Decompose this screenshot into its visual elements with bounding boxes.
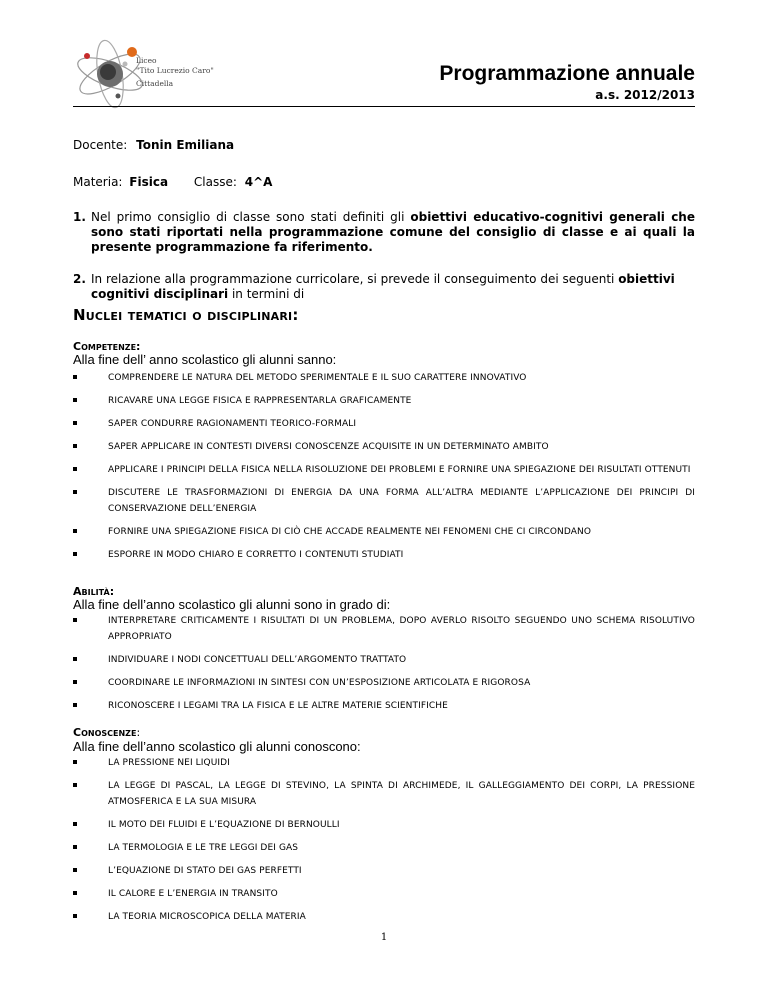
point-2-text: [91, 272, 695, 302]
conoscenze-list: [73, 755, 695, 932]
page-number: 1: [380, 932, 388, 943]
list-item: APPLICARE I PRINCIPI DELLA FISICA NELLA RISOLUZIONE DEI PROBLEMI E FORNIRE UNA SPIEGAZIONE DEI RISULTATI OTTENUTI: [73, 462, 695, 478]
materia-line: [73, 175, 272, 189]
list-item: COORDINARE LE INFORMAZIONI IN SINTESI CON UN’ESPOSIZIONE ARTICOLATA E RIGOROSA: [73, 675, 695, 691]
point-1-text: [91, 210, 695, 255]
classe-label: Classe:: [193, 175, 237, 189]
bullet-icon: [73, 783, 77, 787]
nuclei-title: Nuclei tematici o disciplinari:: [73, 306, 299, 324]
school-year: a.s. 2012/2013: [595, 88, 695, 102]
bullet-icon: [73, 845, 77, 849]
list-item: LA PRESSIONE NEI LIQUIDI: [73, 755, 695, 771]
point-1-number: 1.: [73, 210, 86, 224]
list-item: COMPRENDERE LE NATURA DEL METODO SPERIMENTALE E IL SUO CARATTERE INNOVATIVO: [73, 370, 695, 386]
bullet-icon: [73, 467, 77, 471]
bullet-icon: [73, 657, 77, 661]
logo-line-name: "Tito Lucrezio Caro": [136, 66, 214, 75]
bullet-icon: [73, 529, 77, 533]
point-1: [73, 210, 695, 255]
list-item: L’EQUAZIONE DI STATO DEI GAS PERFETTI: [73, 863, 695, 879]
point-2-pre: In relazione alla programmazione curricolare, si prevede il conseguimento dei seguenti: [91, 272, 619, 286]
point-2-bold: obiettivi cognitivi disciplinari: [91, 272, 675, 301]
list-item: SAPER CONDURRE RAGIONAMENTI TEORICO-FORMALI: [73, 416, 695, 432]
list-item: LA LEGGE DI PASCAL, LA LEGGE DI STEVINO, LA SPINTA DI ARCHIMEDE, IL GALLEGGIAMENTO DEI CORPI, LA PRESSIONE ATMOSFERICA E LA SUA MISURA: [73, 778, 695, 810]
bullet-icon: [73, 398, 77, 402]
list-item: RICAVARE UNA LEGGE FISICA E RAPPRESENTARLA GRAFICAMENTE: [73, 393, 695, 409]
competenze-list: [73, 370, 695, 570]
docente-line: [73, 138, 234, 152]
competenze-title: Competenze:: [73, 340, 141, 353]
competenze-lead: Alla fine dell’ anno scolastico gli alunni sanno:: [73, 352, 337, 367]
bullet-icon: [73, 421, 77, 425]
bullet-icon: [73, 891, 77, 895]
materia-label: Materia:: [73, 175, 123, 189]
list-item: INTERPRETARE CRITICAMENTE I RISULTATI DI UN PROBLEMA, DOPO AVERLO RISOLTO SEGUENDO UNO SCHEMA RISOLUTIVO APPROPRIATO: [73, 613, 695, 645]
abilita-title: Abilità:: [73, 585, 115, 598]
list-item: SAPER APPLICARE IN CONTESTI DIVERSI CONOSCENZE ACQUISITE IN UN DETERMINATO AMBITO: [73, 439, 695, 455]
point-1-bold: obiettivi educativo-cognitivi generali che sono stati riportati nella programmazione comune del consiglio di classe e ai quali la presente programmazione fa riferimento.: [91, 210, 695, 254]
bullet-icon: [73, 868, 77, 872]
bullet-icon: [73, 914, 77, 918]
bullet-icon: [73, 760, 77, 764]
list-item: IL MOTO DEI FLUIDI E L’EQUAZIONE DI BERNOULLI: [73, 817, 695, 833]
bullet-icon: [73, 703, 77, 707]
abilita-lead: Alla fine dell’anno scolastico gli alunni sono in grado di:: [73, 597, 391, 612]
bullet-icon: [73, 552, 77, 556]
bullet-icon: [73, 822, 77, 826]
list-item: INDIVIDUARE I NODI CONCETTUALI DELL’ARGOMENTO TRATTATO: [73, 652, 695, 668]
bullet-icon: [73, 490, 77, 494]
document-title: Programmazione annuale: [439, 62, 695, 85]
logo-line-liceo: Liceo: [136, 56, 157, 65]
materia-value: Fisica: [129, 175, 169, 189]
logo-line-city: Cittadella: [136, 79, 174, 88]
docente-value: Tonin Emiliana: [136, 138, 235, 152]
point-1-pre: Nel primo consiglio di classe sono stati definiti gli: [91, 210, 411, 224]
abilita-list: [73, 613, 695, 721]
classe-value: 4^A: [244, 175, 273, 189]
bullet-icon: [73, 375, 77, 379]
bullet-icon: [73, 680, 77, 684]
list-item: IL CALORE E L’ENERGIA IN TRANSITO: [73, 886, 695, 902]
list-item: RICONOSCERE I LEGAMI TRA LA FISICA E LE ALTRE MATERIE SCIENTIFICHE: [73, 698, 695, 714]
list-item: ESPORRE IN MODO CHIARO E CORRETTO I CONTENUTI STUDIATI: [73, 547, 695, 563]
docente-label: Docente:: [73, 138, 128, 152]
list-item: DISCUTERE LE TRASFORMAZIONI DI ENERGIA DA UNA FORMA ALL’ALTRA MEDIANTE L’APPLICAZIONE DEI PRINCIPI DI CONSERVAZIONE DELL’ENERGIA: [73, 485, 695, 517]
point-2-post: in termini di: [228, 287, 305, 301]
list-item: LA TEORIA MICROSCOPICA DELLA MATERIA: [73, 909, 695, 925]
header-divider: [73, 106, 695, 107]
list-item: FORNIRE UNA SPIEGAZIONE FISICA DI CIÒ CHE ACCADE REALMENTE NEI FENOMENI CHE CI CIRCONDANO: [73, 524, 695, 540]
school-logo: [70, 38, 250, 110]
point-2: [73, 272, 695, 302]
bullet-icon: [73, 444, 77, 448]
conoscenze-lead: Alla fine dell’anno scolastico gli alunni conoscono:: [73, 739, 361, 754]
conoscenze-title: Conoscenze:: [73, 726, 141, 739]
list-item: LA TERMOLOGIA E LE TRE LEGGI DEI GAS: [73, 840, 695, 856]
bullet-icon: [73, 618, 77, 622]
point-2-number: 2.: [73, 272, 86, 286]
